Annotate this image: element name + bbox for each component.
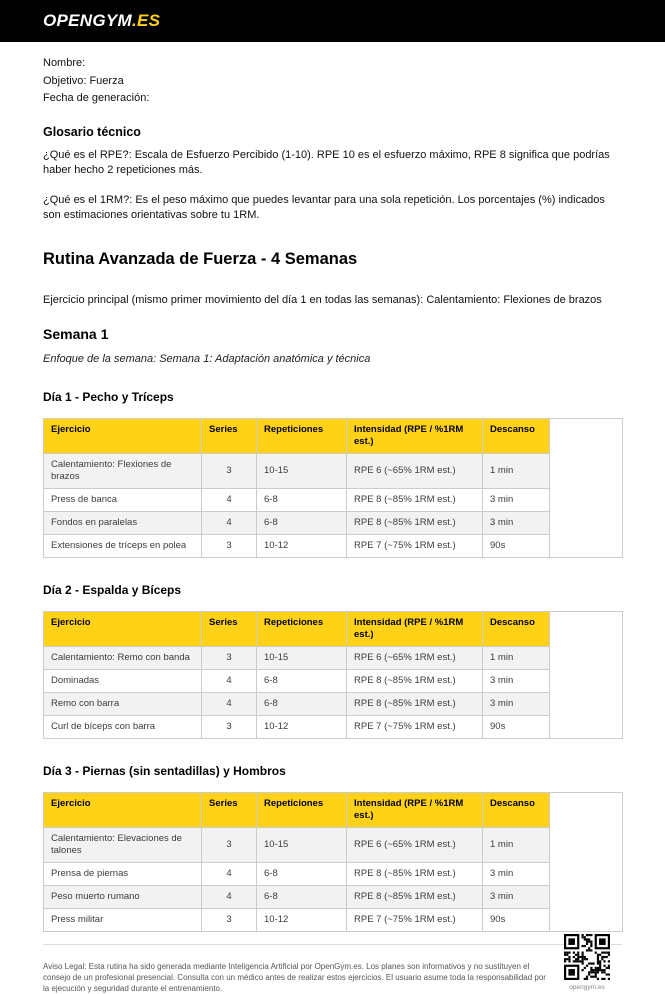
main-exercise-note: Ejercicio principal (mismo primer movimiento del día 1 en todas las semanas): Calentamiento: Flexiones de brazos bbox=[43, 293, 602, 306]
table-cell: 3 bbox=[202, 908, 257, 931]
table-cell: 6-8 bbox=[257, 862, 347, 885]
table-cell: 3 bbox=[202, 715, 257, 738]
table-cell: 3 bbox=[202, 453, 257, 488]
table-cell: RPE 8 (~85% 1RM est.) bbox=[347, 488, 483, 511]
table-cell: 1 min bbox=[483, 646, 550, 669]
table-header-row bbox=[44, 611, 623, 646]
column-header: Intensidad (RPE / %1RM est.) bbox=[347, 418, 483, 453]
column-header: Series bbox=[202, 792, 257, 827]
table-cell: RPE 6 (~65% 1RM est.) bbox=[347, 827, 483, 862]
table-cell: 10-15 bbox=[257, 453, 347, 488]
column-header: Ejercicio bbox=[44, 418, 202, 453]
day-3-title: Día 3 - Piernas (sin sentadillas) y Hombros bbox=[43, 763, 286, 778]
table-cell: RPE 8 (~85% 1RM est.) bbox=[347, 669, 483, 692]
table-cell: Calentamiento: Elevaciones de talones bbox=[44, 827, 202, 862]
table-row bbox=[44, 862, 623, 885]
column-header: Descanso bbox=[483, 418, 550, 453]
table-cell: 3 min bbox=[483, 885, 550, 908]
table-cell: 10-12 bbox=[257, 908, 347, 931]
field-nombre: Nombre: bbox=[43, 57, 86, 69]
table-cell: 10-15 bbox=[257, 646, 347, 669]
table-cell: Extensiones de tríceps en polea bbox=[44, 534, 202, 557]
workout-table-day-1 bbox=[43, 418, 623, 558]
table-cell: RPE 6 (~65% 1RM est.) bbox=[347, 646, 483, 669]
table-cell: RPE 6 (~65% 1RM est.) bbox=[347, 453, 483, 488]
table-cell: 4 bbox=[202, 885, 257, 908]
table-cell: 3 min bbox=[483, 488, 550, 511]
qr-code bbox=[564, 934, 610, 980]
glossary-paragraph-rpe: ¿Qué es el RPE?: Escala de Esfuerzo Percibido (1-10). RPE 10 es el esfuerzo máximo, RPE 8 significa que podrías haber hecho 2 repeticiones más. bbox=[43, 148, 610, 176]
table-header-row bbox=[44, 792, 623, 827]
table-spacer bbox=[550, 792, 623, 931]
qr-caption: opengym.es bbox=[569, 983, 605, 991]
table-row bbox=[44, 669, 623, 692]
column-header: Descanso bbox=[483, 792, 550, 827]
column-header: Intensidad (RPE / %1RM est.) bbox=[347, 792, 483, 827]
table-cell: 6-8 bbox=[257, 669, 347, 692]
table-cell: 6-8 bbox=[257, 511, 347, 534]
day-2-title: Día 2 - Espalda y Bíceps bbox=[43, 582, 182, 597]
table-cell: Peso muerto rumano bbox=[44, 885, 202, 908]
glossary-title: Glosario técnico bbox=[43, 124, 141, 139]
table-row bbox=[44, 692, 623, 715]
table-cell: RPE 8 (~85% 1RM est.) bbox=[347, 692, 483, 715]
table-row bbox=[44, 885, 623, 908]
table-cell: RPE 8 (~85% 1RM est.) bbox=[347, 511, 483, 534]
column-header: Intensidad (RPE / %1RM est.) bbox=[347, 611, 483, 646]
field-objetivo: Objetivo: Fuerza bbox=[43, 74, 124, 87]
app-header bbox=[0, 0, 665, 42]
table-cell: 3 min bbox=[483, 511, 550, 534]
day-1-title: Día 1 - Pecho y Tríceps bbox=[43, 389, 174, 404]
table-cell: 3 bbox=[202, 827, 257, 862]
legal-disclaimer: Aviso Legal: Esta rutina ha sido generada mediante Inteligencia Artificial por OpenGym.es. Los planes son informativos y no sustituyen el consejo de un profesional presencial. Consulta con un médico antes de realizar estos ejercicios. El usuario asume toda la responsabilidad por la ejecución y seguridad durante el entrenamiento. bbox=[43, 961, 546, 993]
table-cell: 10-12 bbox=[257, 534, 347, 557]
table-header-row bbox=[44, 418, 623, 453]
week-title: Semana 1 bbox=[43, 325, 109, 342]
table-cell: Curl de bíceps con barra bbox=[44, 715, 202, 738]
field-fecha: Fecha de generación: bbox=[43, 92, 150, 104]
column-header: Repeticiones bbox=[257, 418, 347, 453]
table-cell: RPE 7 (~75% 1RM est.) bbox=[347, 715, 483, 738]
column-header: Ejercicio bbox=[44, 792, 202, 827]
workout-table-day-2 bbox=[43, 611, 623, 739]
table-row bbox=[44, 715, 623, 738]
table-cell: Remo con barra bbox=[44, 692, 202, 715]
column-header: Series bbox=[202, 418, 257, 453]
column-header: Descanso bbox=[483, 611, 550, 646]
table-cell: RPE 8 (~85% 1RM est.) bbox=[347, 885, 483, 908]
table-cell: 4 bbox=[202, 692, 257, 715]
table-cell: 3 min bbox=[483, 692, 550, 715]
column-header: Series bbox=[202, 611, 257, 646]
table-cell: 6-8 bbox=[257, 488, 347, 511]
column-header: Repeticiones bbox=[257, 792, 347, 827]
table-cell: Calentamiento: Flexiones de brazos bbox=[44, 453, 202, 488]
table-cell: 90s bbox=[483, 534, 550, 557]
table-row bbox=[44, 511, 623, 534]
table-cell: 3 min bbox=[483, 862, 550, 885]
table-cell: 3 bbox=[202, 534, 257, 557]
table-cell: 10-12 bbox=[257, 715, 347, 738]
table-row bbox=[44, 534, 623, 557]
table-cell: 90s bbox=[483, 908, 550, 931]
table-cell: 90s bbox=[483, 715, 550, 738]
table-cell: RPE 7 (~75% 1RM est.) bbox=[347, 534, 483, 557]
table-cell: 4 bbox=[202, 511, 257, 534]
workout-table-day-3 bbox=[43, 792, 623, 932]
column-header: Repeticiones bbox=[257, 611, 347, 646]
table-cell: Calentamiento: Remo con banda bbox=[44, 646, 202, 669]
column-header: Ejercicio bbox=[44, 611, 202, 646]
table-cell: Fondos en paralelas bbox=[44, 511, 202, 534]
table-row bbox=[44, 453, 623, 488]
page-footer bbox=[43, 944, 622, 994]
table-cell: 4 bbox=[202, 488, 257, 511]
table-cell: Prensa de piernas bbox=[44, 862, 202, 885]
table-cell: Dominadas bbox=[44, 669, 202, 692]
table-cell: 1 min bbox=[483, 453, 550, 488]
table-cell: 3 bbox=[202, 646, 257, 669]
brand-logo-accent: .ES bbox=[132, 11, 161, 30]
table-cell: Press militar bbox=[44, 908, 202, 931]
table-cell: RPE 8 (~85% 1RM est.) bbox=[347, 862, 483, 885]
table-row bbox=[44, 646, 623, 669]
week-focus: Enfoque de la semana: Semana 1: Adaptación anatómica y técnica bbox=[43, 352, 371, 365]
table-cell: 4 bbox=[202, 862, 257, 885]
glossary-paragraph-1rm: ¿Qué es el 1RM?: Es el peso máximo que puedes levantar para una sola repetición. Los porcentajes (%) indicados son estimaciones orientativas sobre tu 1RM. bbox=[43, 193, 605, 221]
qr-block bbox=[564, 934, 610, 991]
table-spacer bbox=[550, 611, 623, 738]
table-cell: 10-15 bbox=[257, 827, 347, 862]
table-row bbox=[44, 908, 623, 931]
brand-logo bbox=[43, 11, 160, 31]
brand-logo-main: OPENGYM bbox=[43, 11, 133, 30]
table-row bbox=[44, 827, 623, 862]
table-row bbox=[44, 488, 623, 511]
table-cell: 6-8 bbox=[257, 692, 347, 715]
table-cell: 3 min bbox=[483, 669, 550, 692]
table-cell: Press de banca bbox=[44, 488, 202, 511]
table-cell: RPE 7 (~75% 1RM est.) bbox=[347, 908, 483, 931]
table-cell: 6-8 bbox=[257, 885, 347, 908]
table-spacer bbox=[550, 418, 623, 557]
table-cell: 1 min bbox=[483, 827, 550, 862]
document-page bbox=[0, 42, 665, 994]
routine-title: Rutina Avanzada de Fuerza - 4 Semanas bbox=[43, 249, 358, 268]
table-cell: 4 bbox=[202, 669, 257, 692]
